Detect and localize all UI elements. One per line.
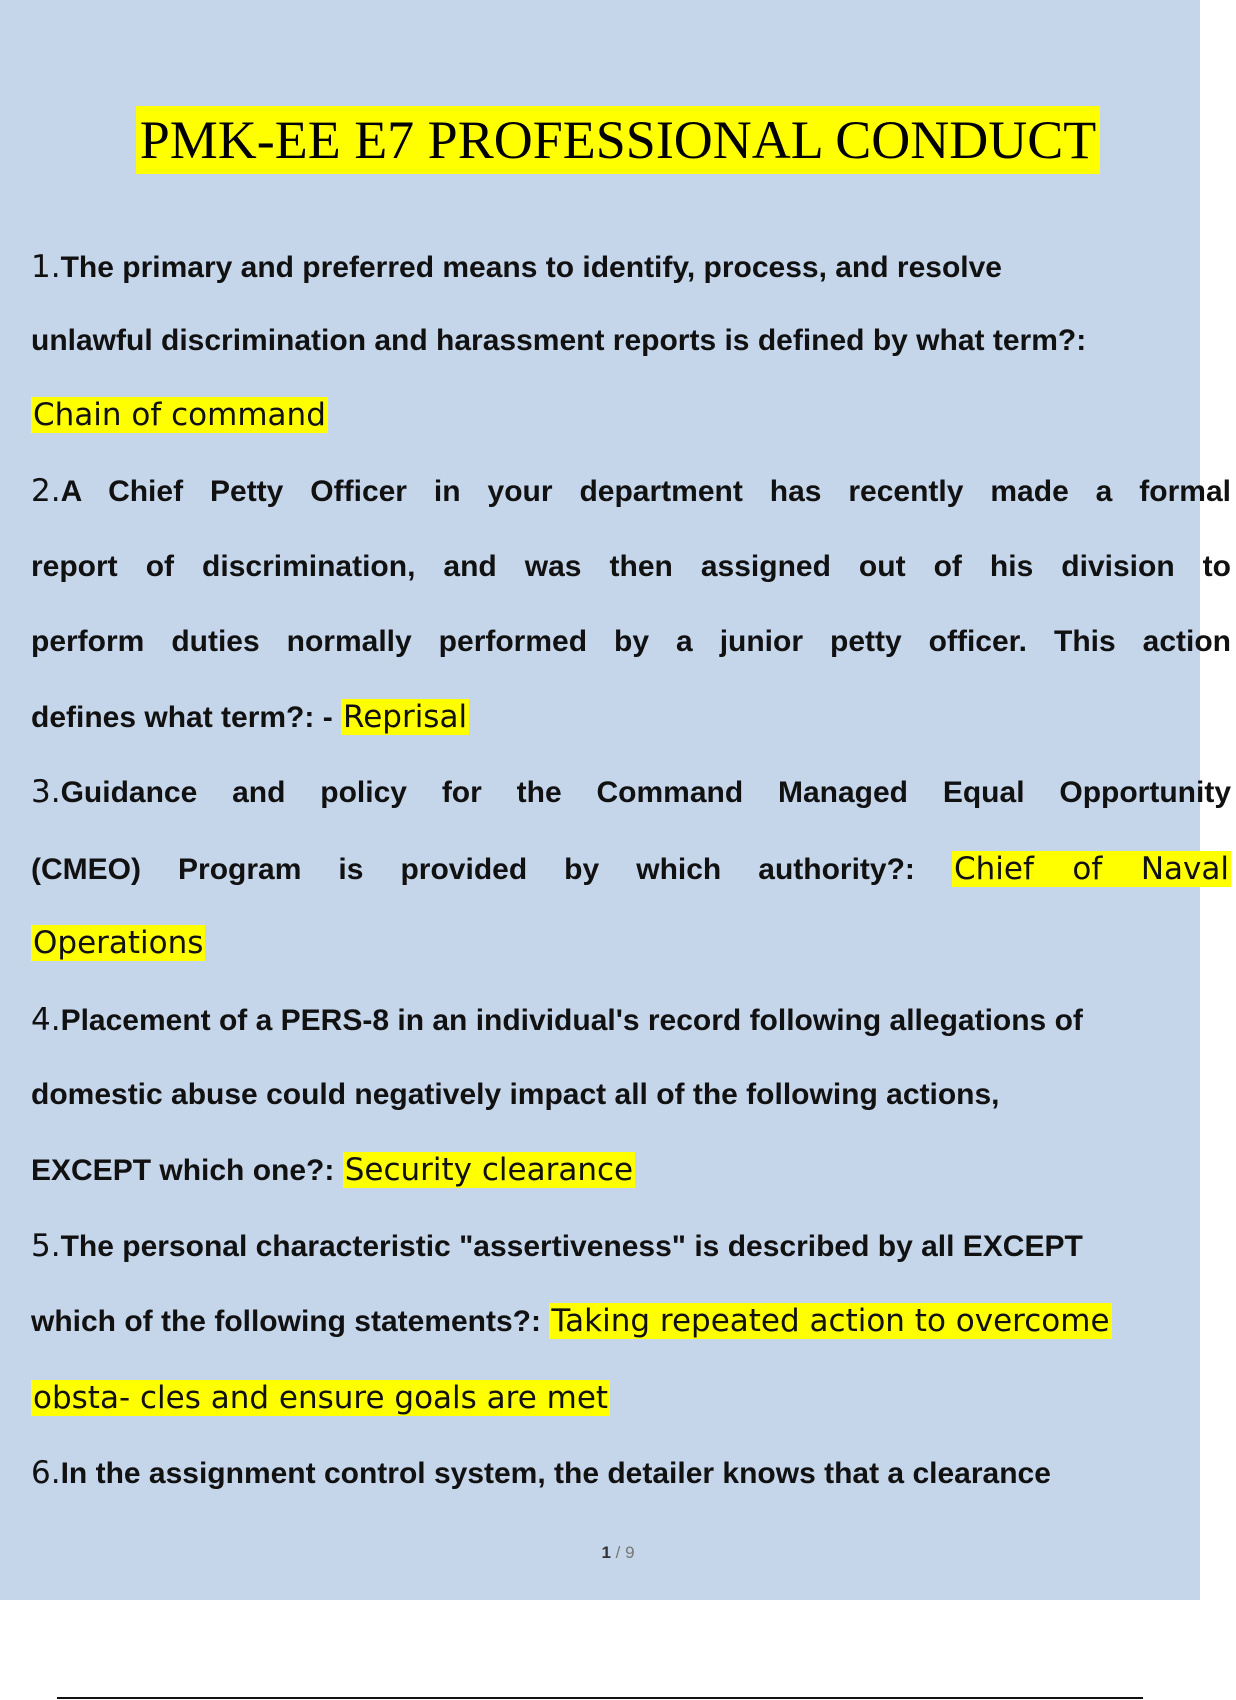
page-title: PMK-EE E7 PROFESSIONAL CONDUCT: [136, 106, 1101, 174]
question-3-line-1: [31, 772, 1231, 813]
question-5-answer-part-1: Taking repeated action to overcome: [551, 1303, 1110, 1339]
question-4-text-2: domestic abuse could negatively impact all of the following actions,: [31, 1078, 1000, 1111]
total-pages: 9: [625, 1543, 635, 1562]
question-2-line-4: [31, 697, 469, 738]
question-5-line-1: [31, 1226, 1083, 1267]
question-2-line-1: [31, 471, 1231, 512]
question-5-text-2: which of the following statements?:: [31, 1305, 541, 1338]
question-2-text-1: A Chief Petty Officer in your department has recently made a formal: [60, 475, 1231, 508]
question-2-answer: Reprisal: [343, 699, 468, 735]
question-5-text-1: The personal characteristic "assertiveness" is described by all EXCEPT: [60, 1230, 1083, 1263]
question-3-number: 3.: [31, 774, 61, 810]
current-page-number: 1: [601, 1543, 611, 1562]
question-4-line-1: [31, 1000, 1083, 1041]
question-2-number: 2.: [31, 473, 61, 509]
question-4-number: 4.: [31, 1002, 61, 1038]
question-3-text-1: Guidance and policy for the Command Managed Equal Opportunity: [60, 776, 1231, 809]
question-4-text-3: EXCEPT which one?:: [31, 1154, 335, 1187]
question-1-line-2: [31, 321, 1086, 361]
question-4-line-2: [31, 1075, 1000, 1115]
page-separator: /: [610, 1543, 626, 1562]
question-6-line-1: [31, 1453, 1051, 1494]
question-5-line-3: [31, 1378, 610, 1419]
question-3-text-2: (CMEO) Program is provided by which authority?:: [31, 853, 915, 886]
question-5-answer-part-2: obsta- cles and ensure goals are met: [33, 1380, 609, 1416]
question-2-text-3: perform duties normally performed by a junior petty officer. This action: [31, 625, 1231, 658]
question-1-text-2: unlawful discrimination and harassment reports is defined by what term?:: [31, 324, 1087, 357]
question-5-line-2: [31, 1301, 1112, 1342]
question-4-text-1: Placement of a PERS-8 in an individual's record following allegations of: [60, 1004, 1083, 1037]
question-2-line-2: [31, 547, 1231, 587]
title-container: [0, 106, 1236, 174]
question-3-line-3: [31, 923, 205, 964]
question-4-line-3: [31, 1150, 635, 1191]
page-bottom-rule: [57, 1697, 1143, 1699]
page-indicator: [0, 1543, 1236, 1563]
question-2-line-3: [31, 622, 1231, 662]
question-1-number: 1.: [31, 249, 61, 285]
question-3-answer-part-1: Chief of Naval: [953, 851, 1229, 887]
question-3-answer-part-2: Operations: [33, 925, 204, 961]
question-1-answer-line: [31, 395, 328, 436]
question-1-line-1: [31, 247, 1002, 288]
question-6-number: 6.: [31, 1455, 61, 1491]
question-6-text-1: In the assignment control system, the detailer knows that a clearance: [60, 1457, 1051, 1490]
question-5-number: 5.: [31, 1228, 61, 1264]
question-2-text-2: report of discrimination, and was then assigned out of his division to: [31, 550, 1231, 583]
question-1-answer: Chain of command: [33, 397, 326, 433]
question-3-line-2: [31, 849, 1231, 890]
question-2-text-4: defines what term?: -: [31, 701, 333, 734]
question-1-text-1: The primary and preferred means to identify, process, and resolve: [60, 251, 1002, 284]
question-4-answer: Security clearance: [344, 1152, 634, 1188]
